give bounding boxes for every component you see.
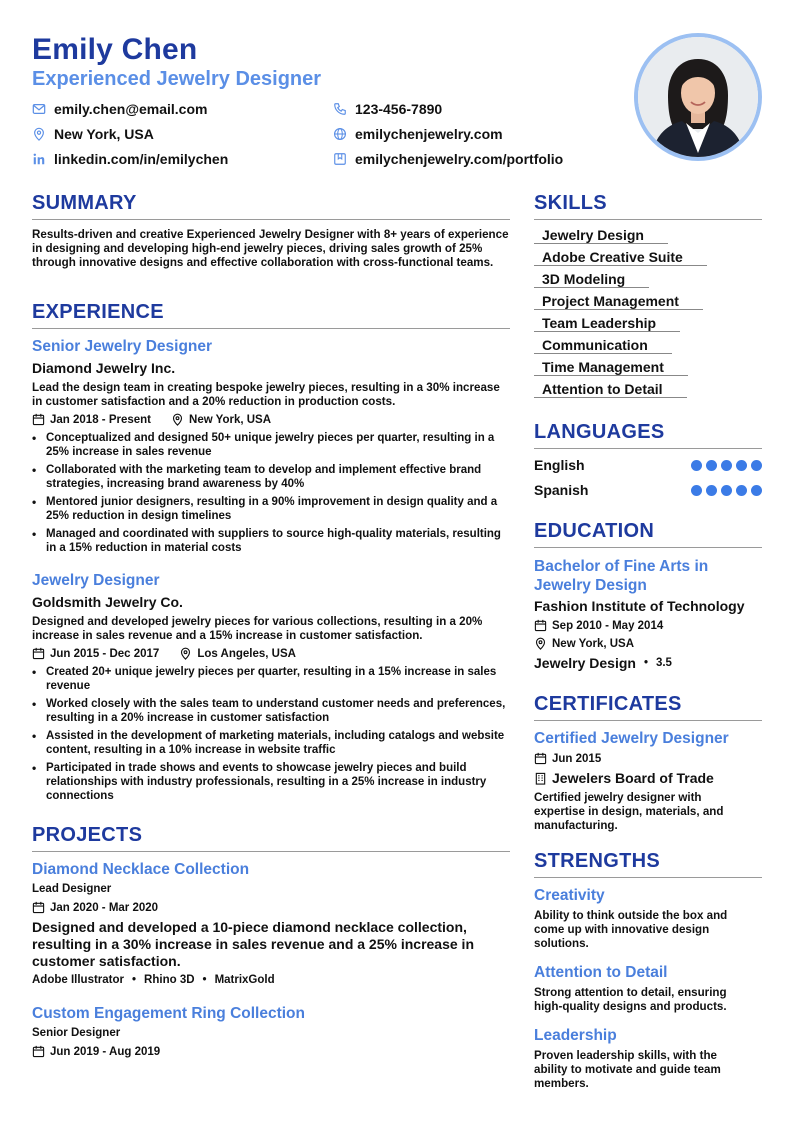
phone-icon [333, 102, 347, 116]
skills-heading: SKILLS [534, 192, 607, 214]
education-degree: Bachelor of Fine Arts in Jewelry Design [534, 558, 709, 594]
phone-text: 123-456-7890 [355, 101, 443, 117]
profile-photo [634, 33, 762, 161]
education-major: Jewelry Design [534, 655, 636, 671]
project-2-role: Senior Designer [32, 1027, 121, 1039]
job-1-company: Diamond Jewelry Inc. [32, 360, 176, 376]
certificates-divider [534, 720, 762, 721]
strengths-divider [534, 877, 762, 878]
proficiency-dot [751, 460, 762, 471]
portfolio-icon [333, 152, 347, 166]
projects-heading: PROJECTS [32, 824, 143, 846]
skill-tag: 3D Modeling [534, 270, 649, 288]
contact-portfolio[interactable] [333, 150, 563, 168]
skill-tag: Time Management [534, 358, 688, 376]
certificate-description: Certified jewelry designer with expertise in design, materials, and manufacturing. [534, 791, 724, 832]
list-item: • Collaborated with the marketing team to develop and implement effective brand strategies, increasing brand awareness by 40% [32, 463, 512, 491]
building-icon [534, 772, 547, 785]
skill-tag: Communication [534, 336, 672, 354]
experience-heading: EXPERIENCE [32, 301, 164, 323]
contact-linkedin[interactable] [32, 150, 228, 168]
list-item: • Conceptualized and designed 50+ unique jewelry pieces per quarter, resulting in a 25% increase in sales revenue [32, 431, 512, 459]
skill-tag: Team Leadership [534, 314, 680, 332]
job-2-dates: Jun 2015 - Dec 2017 [50, 647, 160, 660]
calendar-icon [32, 1045, 45, 1058]
proficiency-dot [721, 485, 732, 496]
list-item: • Created 20+ unique jewelry pieces per quarter, resulting in a 15% increase in sales revenue [32, 665, 512, 693]
proficiency-dot [691, 460, 702, 471]
certificate-issuer-row [534, 770, 714, 786]
certificate-date-row [534, 752, 601, 765]
proficiency-dot [691, 485, 702, 496]
education-major-row: Jewelry Design • 3.5 [534, 655, 672, 671]
linkedin-text: linkedin.com/in/emilychen [54, 151, 229, 167]
job-1-dates: Jan 2018 - Present [50, 413, 152, 426]
tool-tag: Rhino 3D [144, 974, 195, 986]
job-2-role: Jewelry Designer [32, 572, 160, 589]
project-1-name: Diamond Necklace Collection [32, 861, 250, 878]
certificate-issuer: Jewelers Board of Trade [552, 770, 714, 786]
tool-tag: MatrixGold [214, 974, 275, 986]
email-icon [32, 102, 46, 116]
education-school: Fashion Institute of Technology [534, 598, 745, 614]
list-item: • Worked closely with the sales team to understand customer needs and preferences, resulting in a 20% increase in customer satisfaction [32, 697, 512, 725]
certificate-date: Jun 2015 [552, 752, 602, 765]
projects-divider [32, 851, 510, 852]
skill-tag: Attention to Detail [534, 380, 687, 398]
job-2-meta [32, 647, 296, 660]
education-dates: Sep 2010 - May 2014 [552, 619, 664, 632]
contact-website[interactable] [333, 125, 503, 143]
experience-divider [32, 328, 510, 329]
language-name: Spanish [534, 482, 589, 498]
candidate-title: Experienced Jewelry Designer [32, 68, 322, 90]
certificates-heading: CERTIFICATES [534, 693, 682, 715]
location-pin-icon [534, 637, 547, 650]
proficiency-dot [706, 485, 717, 496]
job-1-location: New York, USA [189, 413, 272, 426]
proficiency-dots [691, 485, 762, 496]
location-pin-icon [179, 647, 192, 660]
education-gpa: 3.5 [655, 657, 672, 669]
tool-tag: Adobe Illustrator [32, 974, 125, 986]
candidate-name: Emily Chen [32, 33, 198, 66]
languages-heading: LANGUAGES [534, 421, 665, 443]
project-1-meta [32, 901, 158, 914]
education-heading: EDUCATION [534, 520, 655, 542]
list-item: • Managed and coordinated with suppliers to source high-quality materials, resulting in a 15% reduction in material costs [32, 527, 512, 555]
location-pin-icon [32, 127, 46, 141]
summary-heading: SUMMARY [32, 192, 137, 214]
project-2-meta [32, 1045, 160, 1058]
summary-divider [32, 219, 510, 220]
skills-list [534, 226, 764, 402]
education-divider [534, 547, 762, 548]
strength-3-text: Proven leadership skills, with the ability to motivate and guide team members. [534, 1049, 721, 1090]
calendar-icon [32, 901, 45, 914]
skill-tag: Adobe Creative Suite [534, 248, 707, 266]
skill-tag: Project Management [534, 292, 703, 310]
education-dates-row [534, 619, 663, 632]
strength-1-title: Creativity [534, 887, 605, 904]
project-2-name: Custom Engagement Ring Collection [32, 1005, 305, 1022]
globe-icon [333, 127, 347, 141]
calendar-icon [534, 752, 547, 765]
email-text: emily.chen@email.com [54, 101, 208, 117]
language-row-english [534, 457, 762, 473]
language-name: English [534, 457, 585, 473]
languages-divider [534, 448, 762, 449]
job-1-role: Senior Jewelry Designer [32, 338, 213, 355]
proficiency-dot [751, 485, 762, 496]
project-1-role: Lead Designer [32, 883, 112, 895]
language-row-spanish [534, 482, 762, 498]
strengths-heading: STRENGTHS [534, 850, 661, 872]
project-1-tools: Adobe Illustrator • Rhino 3D • MatrixGold [32, 974, 275, 986]
summary-text: Results-driven and creative Experienced Jewelry Designer with 8+ years of experience in designing and developing high-end jewelry pieces, driving sales growth of 25% through innovative designs and effective collaboration with cross-functional teams. [32, 228, 509, 269]
strength-1-text: Ability to think outside the box and come up with innovative design solutions. [534, 909, 728, 950]
job-2-location: Los Angeles, USA [197, 647, 296, 660]
contact-location [32, 125, 154, 143]
profile-portrait-icon [638, 37, 758, 157]
job-2-description: Designed and developed jewelry pieces for various collections, resulting in a 20% increase in sales revenue and a 15% increase in customer satisfaction. [32, 615, 483, 642]
list-item: • Mentored junior designers, resulting in a 90% improvement in design quality and a 25% reduction in design timelines [32, 495, 512, 523]
job-2-company: Goldsmith Jewelry Co. [32, 594, 183, 610]
portfolio-text: emilychenjewelry.com/portfolio [355, 151, 564, 167]
proficiency-dot [736, 460, 747, 471]
project-1-dates: Jan 2020 - Mar 2020 [50, 901, 159, 914]
contact-email[interactable] [32, 100, 207, 118]
proficiency-dots [691, 460, 762, 471]
list-item: • Participated in trade shows and events to showcase jewelry pieces and build relationships with industry professionals, resulting in a 25% increase in industry connections [32, 761, 512, 803]
list-item: • Assisted in the development of marketing materials, including catalogs and website content, resulting in a 10% increase in website traffic [32, 729, 512, 757]
skills-divider [534, 219, 762, 220]
job-1-bullets [32, 431, 512, 559]
location-pin-icon [171, 413, 184, 426]
education-location: New York, USA [552, 637, 635, 650]
linkedin-icon [32, 152, 46, 166]
contact-phone[interactable] [333, 100, 442, 118]
certificate-name: Certified Jewelry Designer [534, 730, 729, 747]
project-2-dates: Jun 2019 - Aug 2019 [50, 1045, 161, 1058]
job-2-bullets [32, 665, 512, 807]
calendar-icon [534, 619, 547, 632]
proficiency-dot [721, 460, 732, 471]
project-1-description: Designed and developed a 10-piece diamond necklace collection, resulting in a 30% increase in sales revenue and a 25% increase in customer satisfaction. [32, 919, 474, 969]
job-1-description: Lead the design team in creating bespoke jewelry pieces, resulting in a 30% increase in customer satisfaction and a 20% reduction in production costs. [32, 381, 500, 408]
website-text: emilychenjewelry.com [355, 126, 503, 142]
job-1-meta [32, 413, 271, 426]
location-text: New York, USA [54, 126, 154, 142]
proficiency-dot [736, 485, 747, 496]
proficiency-dot [706, 460, 717, 471]
calendar-icon [32, 413, 45, 426]
strength-2-text: Strong attention to detail, ensuring high-quality designs and products. [534, 986, 727, 1013]
skill-tag: Jewelry Design [534, 226, 668, 244]
calendar-icon [32, 647, 45, 660]
strength-3-title: Leadership [534, 1027, 617, 1044]
education-location-row [534, 637, 634, 650]
strength-2-title: Attention to Detail [534, 964, 668, 981]
